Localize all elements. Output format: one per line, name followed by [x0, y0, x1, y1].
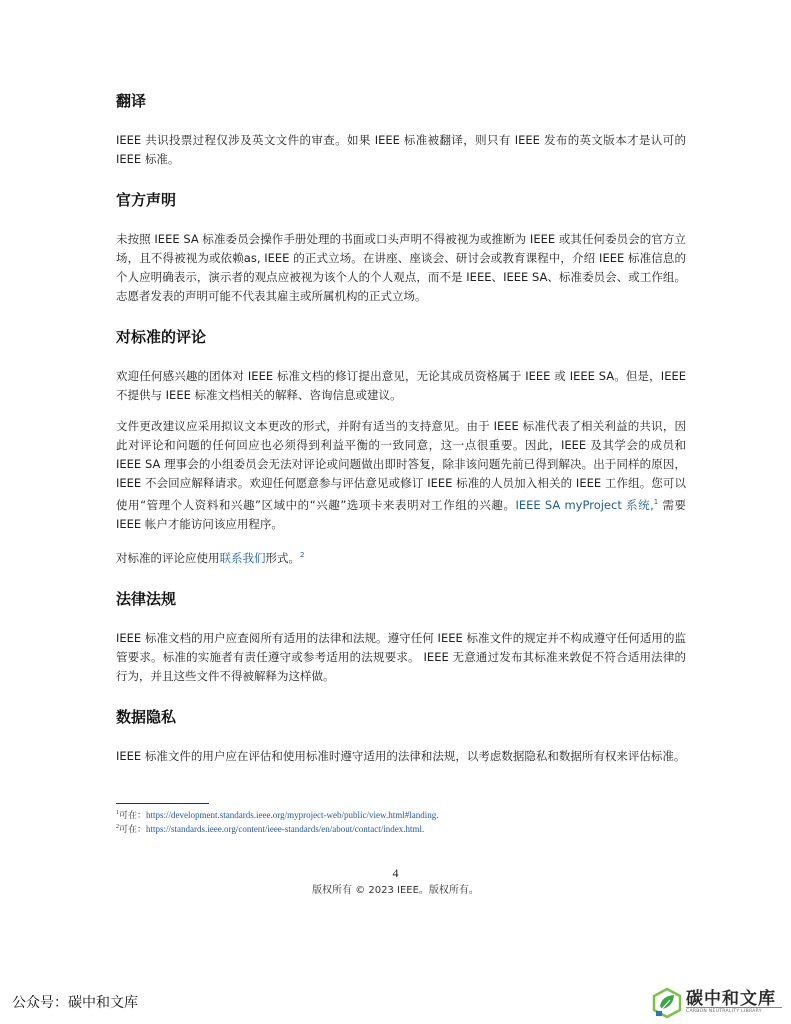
myproject-link[interactable]: IEEE SA myProject 系统, — [515, 497, 654, 512]
section-paragraph: 欢迎任何感兴趣的团体对 IEEE 标准文档的修订提出意见，无论其成员资格属于 IEEE 或 IEEE SA。但是，IEEE 不提供与 IEEE 标准文档相关的解释、咨询信息或建议。 — [116, 369, 686, 402]
paragraph-text: 对标准的评论应使用 — [116, 550, 220, 565]
brand-name: 碳中和文库 — [686, 989, 776, 1009]
section-paragraph: IEEE 标准文档的用户应查阅所有适用的法律和法规。遵守任何 IEEE 标准文件的规定并不构成遵守任何适用的监管要求。标准的实施者有责任遵守或参考适用的法规要求。 IEEE 无意通过发布其标准来敦促不符合适用法律的行为，并且这些文件不得被解释为这样做。 — [116, 630, 686, 683]
footnote-url[interactable]: https://standards.ieee.org/content/ieee-standards/en/about/contact/index.html. — [146, 824, 425, 834]
section-paragraph — [116, 546, 686, 568]
footnote-mark: 1 — [116, 810, 119, 816]
brand-subtitle: CARBON NEUTRALITY LIBRARY — [686, 1007, 782, 1014]
leaf-logo-icon — [650, 986, 684, 1020]
footnotes — [116, 807, 676, 835]
contact-us-link[interactable]: 联系我们 — [219, 550, 266, 565]
section-paragraph — [116, 417, 686, 534]
footnote-item — [116, 807, 676, 821]
section-paragraph: 未按照 IEEE SA 标准委员会操作手册处理的书面或口头声明不得被视为或推断为 IEEE 或其任何委员会的官方立场，且不得被视为或依赖as, IEEE 的正式立场。在讲座、座谈会、研讨会或教育课程中，介绍 IEEE 标准信息的个人应明确表示，演示者的观点应被视为该个人的个人观点，而不是 IEEE、IEEE SA、标准委员会、或工作组。志愿者发表的声明可能不代表其雇主或所属机构的正式立场。 — [116, 232, 686, 303]
section-comments — [116, 326, 686, 568]
section-heading: 官方声明 — [116, 191, 177, 209]
footnote-url[interactable]: https://development.standards.ieee.org/myproject-web/public/view.html#landing. — [146, 810, 439, 820]
page-number: 4 — [392, 866, 399, 880]
section-heading: 数据隐私 — [116, 707, 177, 726]
footnote-label: 可在： — [119, 810, 147, 820]
footnote-divider — [116, 803, 209, 804]
section-heading: 对标准的评论 — [116, 328, 207, 346]
section-heading: 法律法规 — [116, 589, 177, 608]
section-privacy — [116, 706, 686, 766]
brand-logo — [650, 984, 785, 1020]
copyright-notice: 版权所有 © 2023 IEEE。版权所有。 — [312, 885, 479, 896]
section-official-statements — [116, 189, 686, 306]
section-heading: 翻译 — [116, 92, 147, 110]
footnote-label: 可在： — [119, 824, 147, 834]
section-paragraph: IEEE 共识投票过程仅涉及英文文件的审查。如果 IEEE 标准被翻译，则只有 IEEE 发布的英文版本才是认可的 IEEE 标准。 — [116, 133, 686, 166]
section-laws — [116, 588, 686, 686]
section-translation — [116, 90, 686, 169]
footnote-ref[interactable]: 1 — [653, 498, 659, 506]
footnote-mark: 2 — [116, 824, 119, 830]
page-content — [116, 90, 686, 786]
footnote-item — [116, 821, 676, 835]
section-paragraph: IEEE 标准文件的用户应在评估和使用标准时遵守适用的法律和法规，以考虑数据隐私和数据所有权来评估标准。 — [116, 748, 686, 763]
paragraph-text: 形式。 — [265, 550, 300, 565]
wechat-account-label: 公众号：碳中和文库 — [12, 995, 138, 1011]
footnote-ref[interactable]: 2 — [300, 550, 305, 559]
paragraph-text: 需要 IEEE 帐户才能访问该应用程序。 — [116, 497, 687, 531]
paragraph-text: 文件更改建议应采用拟议文本更改的形式，并附有适当的支持意见。由于 IEEE 标准代表了相关利益的共识，因此对评论和问题的任何回应也必须得到利益平衡的一致同意，这一点很重要。因此，IEEE 及其学会的成员和 IEEE SA 理事会的小组委员会无法对评论或问题做出即时答复，除非该问题先前已得到解决。出于同样的原因，IEEE 不会回应解释请求。欢迎任何愿意参与评估意见或修订 IEEE 标准的人员加入相关的 IEEE 工作组。您可以使用“管理个人资料和兴趣”区域中的“兴趣”选项卡来表明对工作组的兴趣。 — [116, 419, 686, 512]
